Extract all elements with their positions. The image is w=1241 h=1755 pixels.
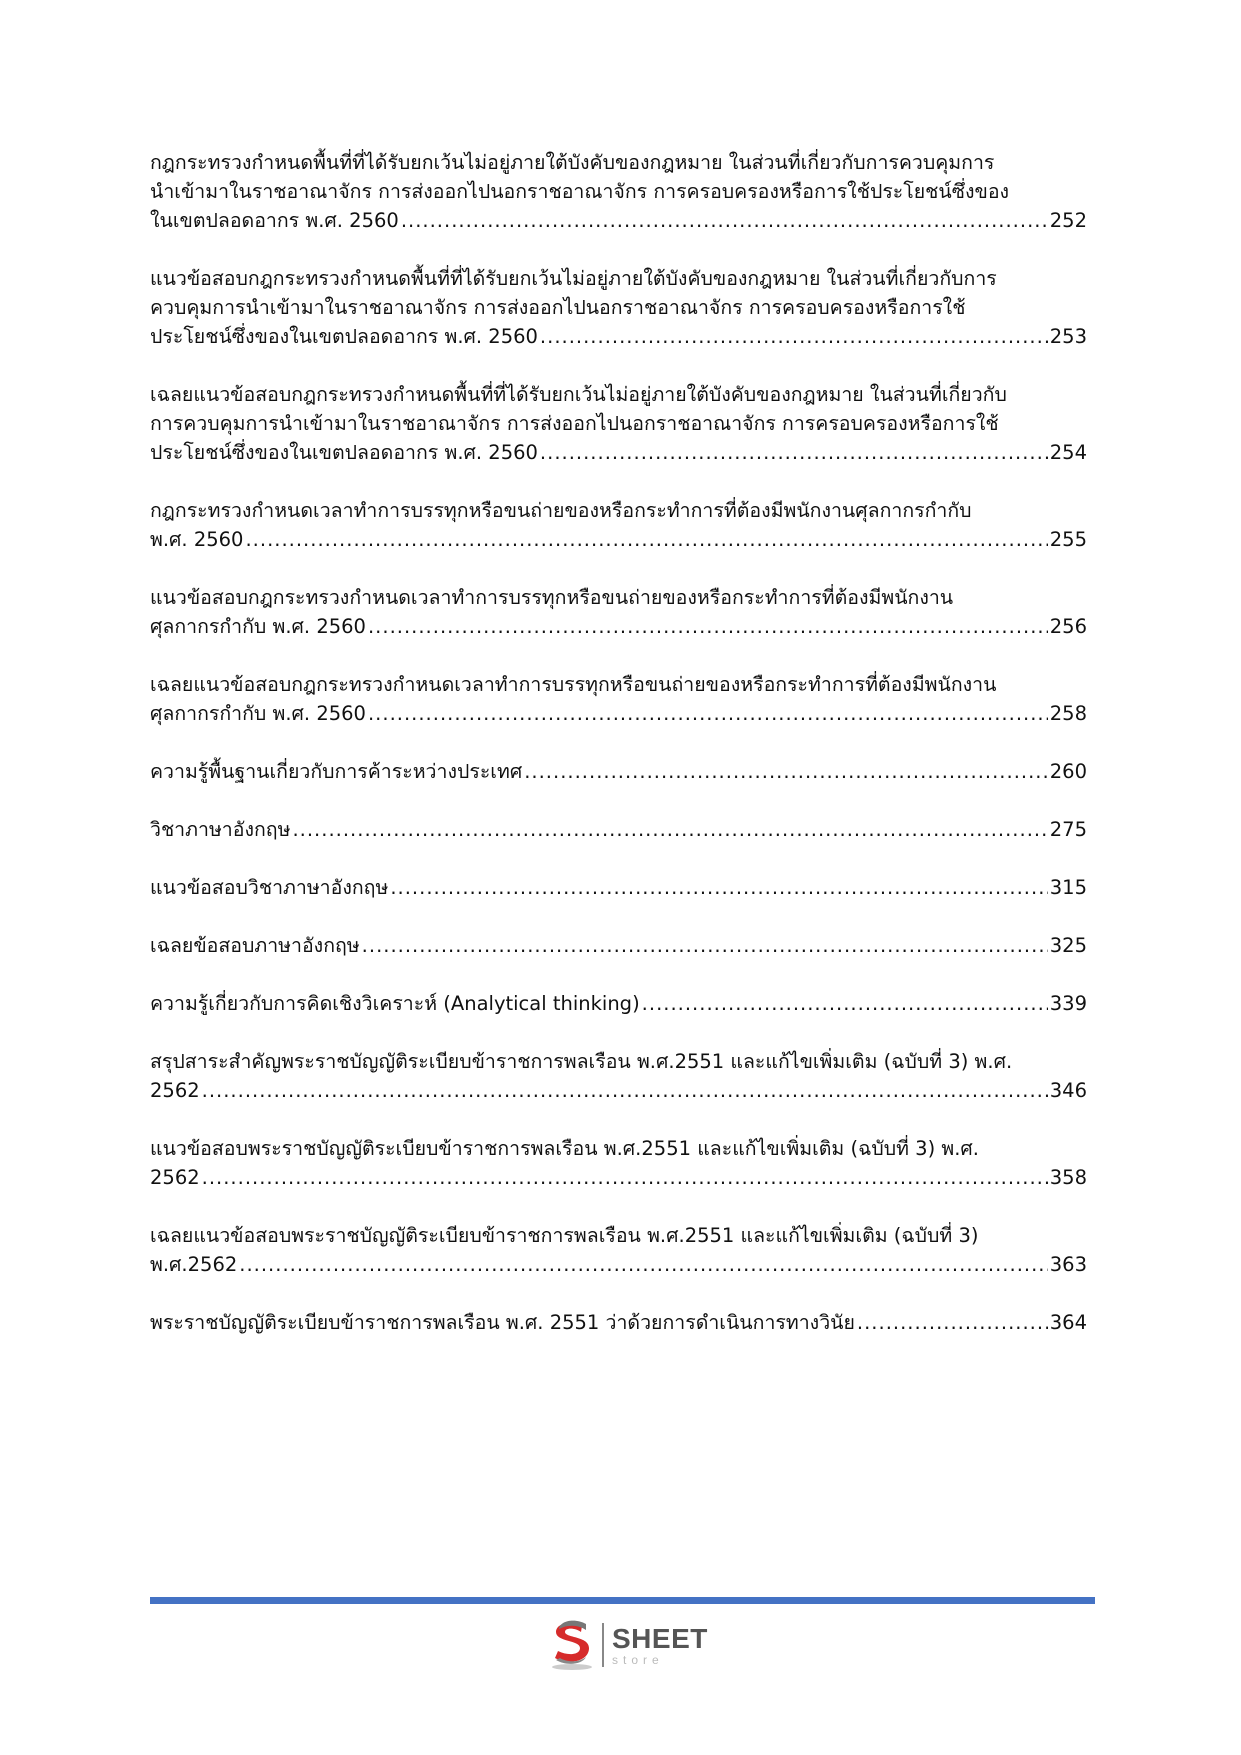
toc-page-number: 252	[1049, 209, 1087, 232]
dot-leader	[642, 989, 1048, 1018]
toc-entry-last-line	[150, 1308, 1087, 1337]
toc-page-number: 255	[1049, 528, 1087, 551]
toc-entry-title-line: ประโยชน์ซึ่งของในเขตปลอดอากร พ.ศ. 2560	[150, 325, 538, 348]
sheet-store-logo-icon	[546, 1618, 598, 1672]
toc-entry-last-line	[150, 206, 1087, 235]
dot-leader	[202, 1163, 1048, 1192]
toc-page-number: 315	[1049, 876, 1087, 899]
toc-page-number: 363	[1049, 1253, 1087, 1276]
toc-entry[interactable]	[150, 1308, 1087, 1337]
toc-entry-title-line: เฉลยแนวข้อสอบพระราชบัญญัติระเบียบข้าราชการพลเรือน พ.ศ.2551 และแก้ไขเพิ่มเติม (ฉบับที่ 3)	[150, 1224, 979, 1247]
dot-leader	[540, 322, 1048, 351]
dot-leader	[202, 1076, 1048, 1105]
toc-entry-last-line	[150, 1163, 1087, 1192]
toc-entry-last-line	[150, 989, 1087, 1018]
toc-entry-title-line: 2562	[150, 1079, 200, 1102]
toc-entry[interactable]	[150, 931, 1087, 960]
toc-page-number: 339	[1049, 992, 1087, 1015]
toc-entry[interactable]	[150, 670, 1087, 728]
toc-entry-last-line	[150, 699, 1087, 728]
toc-entry-last-line	[150, 931, 1087, 960]
toc-entry[interactable]	[150, 380, 1087, 467]
toc-entry[interactable]	[150, 757, 1087, 786]
toc-entry-title-line: เฉลยแนวข้อสอบกฎกระทรวงกำหนดพื้นที่ที่ได้รับยกเว้นไม่อยู่ภายใต้บังคับของกฎหมาย ในส่วนที่เกี่ยวกับ	[150, 383, 1007, 406]
toc-entry-last-line	[150, 757, 1087, 786]
dot-leader	[390, 873, 1047, 902]
footer-divider	[150, 1597, 1095, 1604]
toc-entry-title-line: 2562	[150, 1166, 200, 1189]
toc-entry-title-line: เฉลยแนวข้อสอบกฎกระทรวงกำหนดเวลาทำการบรรทุกหรือขนถ่ายของหรือกระทำการที่ต้องมีพนักงาน	[150, 673, 997, 696]
toc-entry-title-line: วิชาภาษาอังกฤษ	[150, 818, 291, 841]
toc-entry-title-line: แนวข้อสอบวิชาภาษาอังกฤษ	[150, 876, 389, 899]
toc-entry-title-line: ศุลกากรกำกับ พ.ศ. 2560	[150, 615, 366, 638]
toc-entry-title-line: สรุปสาระสำคัญพระราชบัญญัติระเบียบข้าราชการพลเรือน พ.ศ.2551 และแก้ไขเพิ่มเติม (ฉบับที่ 3) พ.ศ.	[150, 1050, 1013, 1073]
toc-entry-title-line: พ.ศ. 2560	[150, 528, 244, 551]
toc-page-number: 254	[1049, 441, 1087, 464]
dot-leader	[368, 612, 1048, 641]
logo-brand-name: SHEET	[612, 1622, 708, 1654]
toc-entry-title-line: การควบคุมการนำเข้ามาในราชอาณาจักร การส่งออกไปนอกราชอาณาจักร การครอบครองหรือการใช้	[150, 412, 999, 435]
logo-separator	[602, 1623, 604, 1667]
toc-entry[interactable]	[150, 989, 1087, 1018]
toc-entry-title-line: แนวข้อสอบกฎกระทรวงกำหนดพื้นที่ที่ได้รับยกเว้นไม่อยู่ภายใต้บังคับของกฎหมาย ในส่วนที่เกี่ยวกับการ	[150, 267, 997, 290]
toc-entry[interactable]	[150, 583, 1087, 641]
dot-leader	[368, 699, 1048, 728]
toc-page-number: 275	[1049, 818, 1087, 841]
toc-page-number: 256	[1049, 615, 1087, 638]
dot-leader	[245, 525, 1047, 554]
toc-page-number: 253	[1049, 325, 1087, 348]
dot-leader	[292, 815, 1047, 844]
toc-entry-title-line: เฉลยข้อสอบภาษาอังกฤษ	[150, 934, 360, 957]
toc-entry-title-line: ประโยชน์ซึ่งของในเขตปลอดอากร พ.ศ. 2560	[150, 441, 538, 464]
toc-entry-title-line: ควบคุมการนำเข้ามาในราชอาณาจักร การส่งออกไปนอกราชอาณาจักร การครอบครองหรือการใช้	[150, 296, 966, 319]
toc-entry-title-line: แนวข้อสอบพระราชบัญญัติระเบียบข้าราชการพลเรือน พ.ศ.2551 และแก้ไขเพิ่มเติม (ฉบับที่ 3) พ.ศ.	[150, 1137, 980, 1160]
toc-entry[interactable]	[150, 1221, 1087, 1279]
toc-entry-last-line	[150, 1250, 1087, 1279]
toc-entry-last-line	[150, 612, 1087, 641]
toc-entry-title-line: ความรู้เกี่ยวกับการคิดเชิงวิเคราะห์ (Analytical thinking)	[150, 992, 640, 1015]
toc-entry-last-line	[150, 1076, 1087, 1105]
table-of-contents	[150, 148, 1087, 1337]
toc-page-number: 358	[1049, 1166, 1087, 1189]
toc-entry-last-line	[150, 815, 1087, 844]
sheet-store-logo	[546, 1618, 708, 1672]
toc-entry-title-line: พ.ศ.2562	[150, 1253, 238, 1276]
toc-entry-title-line: นำเข้ามาในราชอาณาจักร การส่งออกไปนอกราชอาณาจักร การครอบครองหรือการใช้ประโยชน์ซึ่งของ	[150, 180, 1010, 203]
logo-text	[612, 1622, 708, 1667]
dot-leader	[239, 1250, 1048, 1279]
toc-entry-title-line: พระราชบัญญัติระเบียบข้าราชการพลเรือน พ.ศ. 2551 ว่าด้วยการดำเนินการทางวินัย	[150, 1311, 855, 1334]
dot-leader	[401, 206, 1048, 235]
toc-entry-title-line: ความรู้พื้นฐานเกี่ยวกับการค้าระหว่างประเทศ	[150, 760, 523, 783]
toc-page-number: 346	[1049, 1079, 1087, 1102]
toc-page-number: 364	[1049, 1311, 1087, 1334]
toc-entry[interactable]	[150, 496, 1087, 554]
toc-entry[interactable]	[150, 264, 1087, 351]
toc-entry-title-line: กฎกระทรวงกำหนดพื้นที่ที่ได้รับยกเว้นไม่อยู่ภายใต้บังคับของกฎหมาย ในส่วนที่เกี่ยวกับการควบคุมการ	[150, 151, 995, 174]
toc-page-number: 260	[1049, 760, 1087, 783]
toc-entry-last-line	[150, 873, 1087, 902]
toc-entry-last-line	[150, 322, 1087, 351]
toc-entry[interactable]	[150, 1047, 1087, 1105]
dot-leader	[524, 757, 1048, 786]
toc-entry-title-line: ในเขตปลอดอากร พ.ศ. 2560	[150, 209, 399, 232]
logo-brand-sub: store	[612, 1652, 664, 1667]
toc-entry[interactable]	[150, 873, 1087, 902]
toc-entry[interactable]	[150, 1134, 1087, 1192]
toc-entry-last-line	[150, 525, 1087, 554]
toc-page-number: 258	[1049, 702, 1087, 725]
toc-entry-title-line: แนวข้อสอบกฎกระทรวงกำหนดเวลาทำการบรรทุกหรือขนถ่ายของหรือกระทำการที่ต้องมีพนักงาน	[150, 586, 954, 609]
toc-entry[interactable]	[150, 815, 1087, 844]
dot-leader	[362, 931, 1048, 960]
dot-leader	[857, 1308, 1048, 1337]
toc-entry-last-line	[150, 438, 1087, 467]
toc-entry[interactable]	[150, 148, 1087, 235]
toc-entry-title-line: ศุลกากรกำกับ พ.ศ. 2560	[150, 702, 366, 725]
toc-entry-title-line: กฎกระทรวงกำหนดเวลาทำการบรรทุกหรือขนถ่ายของหรือกระทำการที่ต้องมีพนักงานศุลกากรกำกับ	[150, 499, 972, 522]
toc-page-number: 325	[1049, 934, 1087, 957]
dot-leader	[540, 438, 1048, 467]
